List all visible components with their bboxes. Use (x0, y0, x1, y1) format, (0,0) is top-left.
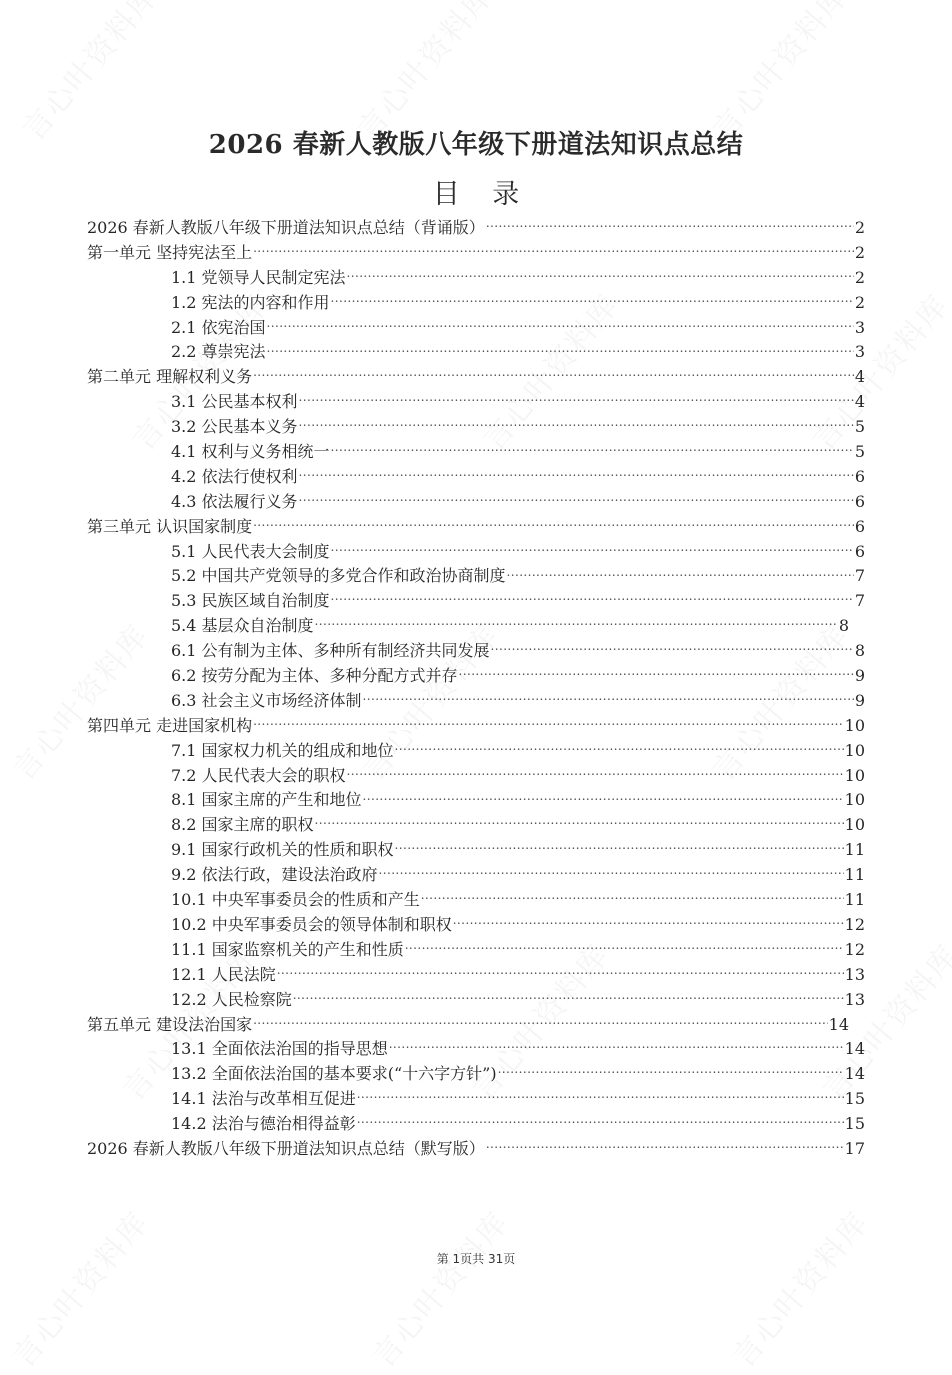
toc-entry-section[interactable] (87, 813, 865, 838)
toc-entry-section[interactable] (87, 689, 865, 714)
dot-leader (347, 267, 854, 283)
dot-leader (421, 889, 844, 905)
toc-entry-section[interactable] (87, 291, 865, 316)
toc-entry-page-number: 12 (844, 914, 865, 934)
toc-entry-page-number: 2 (854, 242, 865, 262)
toc-entry-page-number: 10 (844, 765, 865, 785)
dot-leader (315, 814, 844, 830)
page-footer: 第 1页共 31页 (436, 1252, 516, 1266)
toc-entry-label: 6.1 公有制为主体、多种所有制经济共同发展 (171, 641, 490, 661)
dot-leader (357, 1088, 844, 1104)
toc-entry-page-number: 5 (854, 417, 865, 437)
dot-leader (405, 939, 844, 955)
dot-leader (253, 715, 844, 731)
toc-entry-page-number: 2 (854, 292, 865, 312)
toc-entry-page-number: 4 (854, 367, 865, 387)
toc-entry-section[interactable] (87, 888, 865, 913)
document-title: 2026 春新人教版八年级下册道法知识点总结 (208, 130, 744, 160)
toc-entry-section[interactable] (87, 415, 865, 440)
toc-entry-label: 5.3 民族区域自治制度 (171, 591, 330, 611)
dot-leader (267, 317, 854, 333)
toc-entry-page-number: 13 (844, 964, 865, 984)
toc-entry-page-number: 5 (854, 442, 865, 462)
toc-entry-label: 8.1 国家主席的产生和地位 (171, 790, 362, 810)
toc-entry-section[interactable] (87, 440, 865, 465)
toc-entry-page-number: 13 (844, 989, 865, 1009)
dot-leader (331, 292, 854, 308)
toc-entry-unit[interactable] (87, 1137, 865, 1162)
toc-entry-label: 13.2 全面依法治国的基本要求(“十六字方针”) (171, 1064, 497, 1084)
toc-entry-label: 1.2 宪法的内容和作用 (171, 292, 330, 312)
toc-entry-label: 8.2 国家主席的职权 (171, 815, 314, 835)
toc-entry-label: 12.2 人民检察院 (171, 989, 292, 1009)
toc-entry-section[interactable] (87, 863, 865, 888)
toc-entry-page-number: 3 (854, 342, 865, 362)
dot-leader (379, 864, 844, 880)
toc-entry-page-number: 15 (844, 1114, 865, 1134)
toc-entry-label: 4.3 依法履行义务 (171, 491, 298, 511)
toc-entry-page-number: 14 (828, 1014, 849, 1034)
toc-entry-label: 7.1 国家权力机关的组成和地位 (171, 740, 394, 760)
toc-entry-page-number: 15 (844, 1089, 865, 1109)
toc-entry-label: 4.2 依法行使权利 (171, 466, 298, 486)
toc-entry-label: 7.2 人民代表大会的职权 (171, 765, 346, 785)
toc-entry-section[interactable] (87, 764, 865, 789)
toc-entry-section[interactable] (87, 540, 865, 565)
dot-leader (293, 989, 844, 1005)
toc-entry-section[interactable] (87, 1037, 865, 1062)
toc-entry-label: 11.1 国家监察机关的产生和性质 (171, 939, 404, 959)
toc-entry-page-number: 2 (854, 218, 865, 237)
toc-entry-section[interactable] (87, 963, 865, 988)
toc-entry-section[interactable] (87, 490, 865, 515)
toc-entry-page-number: 8 (854, 641, 865, 661)
toc-entry-label: 第二单元 理解权利义务 (87, 367, 253, 387)
toc-entry-unit[interactable] (87, 365, 865, 390)
toc-entry-label: 1.1 党领导人民制定宪法 (171, 267, 346, 287)
toc-entry-page-number: 10 (844, 790, 865, 810)
toc-entry-section[interactable] (87, 390, 865, 415)
toc-entry-section[interactable] (87, 913, 865, 938)
toc-entry-section[interactable] (87, 1087, 865, 1112)
toc-entry-label: 第四单元 走进国家机构 (87, 715, 253, 735)
toc-entry-page-number: 9 (854, 690, 865, 710)
dot-leader (253, 366, 854, 382)
toc-entry-unit[interactable] (87, 515, 865, 540)
toc-entry-page-number: 11 (844, 890, 865, 910)
toc-entry-page-number: 8 (838, 616, 849, 636)
toc-entry-label: 4.1 权利与义务相统一 (171, 442, 330, 462)
toc-entry-page-number: 3 (854, 317, 865, 337)
toc-entry-section[interactable] (87, 988, 865, 1013)
toc-entry-label: 5.4 基层众自治制度 (171, 616, 314, 636)
toc-entry-section[interactable] (87, 664, 865, 689)
dot-leader (277, 964, 844, 980)
toc-entry-section[interactable] (87, 465, 865, 490)
dot-leader (459, 665, 854, 681)
dot-leader (357, 1113, 844, 1129)
toc-entry-label: 10.1 中央军事委员会的性质和产生 (171, 890, 420, 910)
dot-leader (453, 914, 844, 930)
toc-entry-unit[interactable] (87, 1013, 865, 1038)
dot-leader (347, 765, 844, 781)
toc-entry-label: 10.2 中央军事委员会的领导体制和职权 (171, 914, 452, 934)
toc-entry-label: 2026 春新人教版八年级下册道法知识点总结（背诵版） (87, 218, 485, 237)
dot-leader (299, 391, 854, 407)
dot-leader (299, 491, 854, 507)
dot-leader (331, 541, 854, 557)
toc-entry-section[interactable] (87, 266, 865, 291)
toc-entry-page-number: 10 (844, 715, 865, 735)
dot-leader (486, 1138, 844, 1154)
toc-entry-label: 14.1 法治与改革相互促进 (171, 1089, 356, 1109)
dot-leader (331, 590, 854, 606)
toc-entry-label: 3.2 公民基本义务 (171, 417, 298, 437)
dot-leader (486, 217, 854, 233)
dot-leader (507, 565, 854, 581)
toc-entry-section[interactable] (87, 1112, 865, 1137)
dot-leader (389, 1038, 844, 1054)
toc-entry-label: 2.1 依宪治国 (171, 317, 266, 337)
toc-entry-label: 6.2 按劳分配为主体、多种分配方式并存 (171, 666, 458, 686)
toc-entry-page-number: 14 (844, 1039, 865, 1059)
dot-leader (395, 839, 844, 855)
toc-entry-label: 第三单元 认识国家制度 (87, 516, 253, 536)
dot-leader (491, 640, 854, 656)
dot-leader (315, 615, 838, 631)
table-of-contents (87, 216, 865, 1162)
toc-entry-label: 13.1 全面依法治国的指导思想 (171, 1039, 388, 1059)
toc-entry-label: 14.2 法治与德治相得益彰 (171, 1114, 356, 1134)
toc-entry-section[interactable] (87, 788, 865, 813)
toc-entry-label: 6.3 社会主义市场经济体制 (171, 690, 362, 710)
toc-entry-label: 9.2 依法行政，建设法治政府 (171, 865, 378, 885)
toc-entry-page-number: 6 (854, 491, 865, 511)
toc-entry-page-number: 12 (844, 939, 865, 959)
toc-entry-section[interactable] (87, 639, 865, 664)
toc-entry-unit[interactable] (87, 241, 865, 266)
toc-entry-label: 5.2 中国共产党领导的多党合作和政治协商制度 (171, 566, 506, 586)
toc-entry-label: 2.2 尊崇宪法 (171, 342, 266, 362)
toc-entry-section[interactable] (87, 614, 865, 639)
toc-entry-section[interactable] (87, 1062, 865, 1087)
toc-entry-section[interactable] (87, 739, 865, 764)
toc-entry-page-number: 7 (854, 566, 865, 586)
dot-leader (253, 1014, 828, 1030)
dot-leader (363, 690, 854, 706)
dot-leader (498, 1063, 844, 1079)
toc-entry-section[interactable] (87, 838, 865, 863)
toc-entry-page-number: 10 (844, 815, 865, 835)
dot-leader (395, 740, 844, 756)
toc-entry-page-number: 4 (854, 392, 865, 412)
toc-entry-label: 第五单元 建设法治国家 (87, 1014, 253, 1034)
toc-entry-section[interactable] (87, 340, 865, 365)
toc-entry-page-number: 6 (854, 516, 865, 536)
toc-entry-page-number: 9 (854, 666, 865, 686)
toc-entry-label: 3.1 公民基本权利 (171, 392, 298, 412)
toc-entry-section[interactable] (87, 564, 865, 589)
toc-entry-unit[interactable] (87, 216, 865, 241)
toc-entry-unit[interactable] (87, 714, 865, 739)
toc-entry-label: 2026 春新人教版八年级下册道法知识点总结（默写版） (87, 1138, 485, 1158)
toc-entry-page-number: 17 (844, 1138, 865, 1158)
dot-leader (253, 516, 854, 532)
toc-entry-page-number: 2 (854, 267, 865, 287)
toc-entry-page-number: 14 (844, 1064, 865, 1084)
toc-entry-page-number: 7 (854, 591, 865, 611)
toc-entry-page-number: 11 (844, 865, 865, 885)
toc-entry-label: 5.1 人民代表大会制度 (171, 541, 330, 561)
toc-entry-page-number: 6 (854, 466, 865, 486)
dot-leader (299, 416, 854, 432)
toc-entry-page-number: 10 (844, 740, 865, 760)
toc-entry-section[interactable] (87, 316, 865, 341)
toc-entry-label: 第一单元 坚持宪法至上 (87, 242, 253, 262)
dot-leader (299, 466, 854, 482)
toc-entry-page-number: 6 (854, 541, 865, 561)
toc-entry-section[interactable] (87, 589, 865, 614)
dot-leader (253, 242, 854, 258)
toc-entry-label: 12.1 人民法院 (171, 964, 276, 984)
dot-leader (363, 789, 844, 805)
toc-entry-label: 9.1 国家行政机关的性质和职权 (171, 840, 394, 860)
dot-leader (331, 441, 854, 457)
dot-leader (267, 341, 854, 357)
toc-entry-section[interactable] (87, 938, 865, 963)
toc-heading: 目 录 (432, 179, 532, 210)
toc-entry-page-number: 11 (844, 840, 865, 860)
